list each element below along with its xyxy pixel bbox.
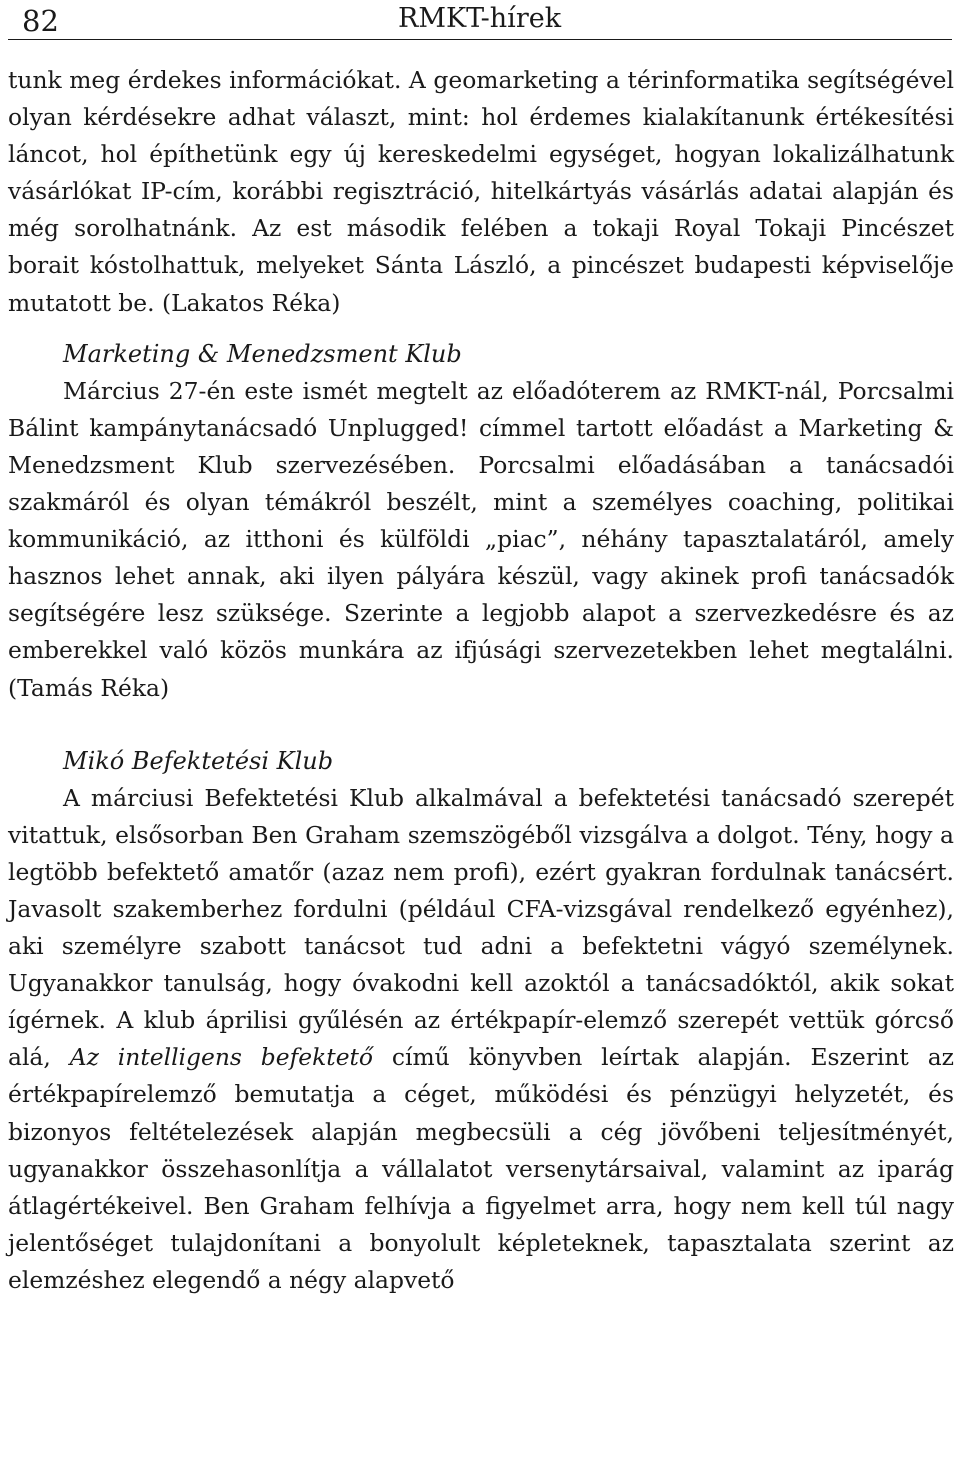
- article-body: [8, 62, 954, 1299]
- book-title: Az intelligens befektető: [69, 1043, 374, 1072]
- page-header: [0, 0, 960, 40]
- paragraph-text: című könyvben leírtak alapján. Eszerint az értékpapírelemző bemutatja a céget, működési és pénzügyi helyzetét, és bizonyos feltételezések alapján megbecsüli a cég jövőbeni teljesítményét, ugyanakkor összehasonlítja a vállalatot versenytársaival, valamint az iparág átlagértékeivel. Ben Graham felhívja a figyelmet arra, hogy nem kell túl nagy jelentőséget tulajdonítani a bonyolult képleteknek, tapasztalata szerint az elemzéshez elegendő a négy alapvető: [8, 1043, 954, 1294]
- paragraph-geomarketing: tunk meg érdekes információkat. A geomarketing a térinformatika segítségével olyan kérdésekre adhat választ, mint: hol érdemes kialakítanunk értékesítési láncot, hol építhetünk egy új kereskedelmi egységet, hogyan lokalizálhatunk vásárlókat IP-cím, korábbi regisztráció, hitelkártyás vásárlás adatai alapján és még sorolhatnánk. Az est második felében a tokaji Royal Tokaji Pincészet borait kóstolhattuk, melyeket Sánta László, a pincészet budapesti képviselője mutatott be. (Lakatos Réka): [8, 66, 954, 317]
- section-spacer: [8, 322, 954, 336]
- paragraph-text: A márciusi Befektetési Klub alkalmával a befektetési tanácsadó szerepét vitattuk, elsősorban Ben Graham szemszögéből vizsgálva a dolgot. Tény, hogy a legtöbb befektető amatőr (azaz nem profi), ezért gyakran fordulnak tanácsért. Javasolt szakemberhez fordulni (például CFA-vizsgával rendelkező egyénhez), aki személyre szabott tanácsot tud adni a befektetni vágyó személynek. Ugyanakkor tanulság, hogy óvakodni kell azoktól a tanácsadóktól, akik sokat ígérnek. A klub áprilisi gyűlésén az értékpapír-elemző szerepét vettük górcső alá,: [8, 783, 954, 1072]
- running-title: RMKT-hírek: [398, 3, 562, 34]
- paragraph-marketing-club: Március 27-én este ismét megtelt az előadóterem az RMKT-nál, Porcsalmi Bálint kampánytanácsadó Unplugged! címmel tartott előadást a Marketing & Menedzsment Klub szervezésében. Porcsalmi előadásában a tanácsadói szakmáról és olyan témákról beszélt, mint a személyes coaching, politikai kommunikáció, az itthoni és külföldi „piac”, néhány tapasztalatáról, amely hasznos lehet annak, aki ilyen pályára készül, vagy akinek profi tanácsadók segítségére lesz szüksége. Szerinte a legjobb alapot a szervezkedésre és az emberekkel való közös munkára az ifjúsági szervezetekben lehet megtalálni. (Tamás Réka): [8, 376, 954, 702]
- page-number: 82: [22, 4, 59, 38]
- paragraph-investment-club: [8, 780, 954, 1299]
- section-spacer: [8, 707, 954, 743]
- header-rule: [8, 39, 952, 40]
- section-heading-investment-club: Mikó Befektetési Klub: [63, 746, 334, 775]
- section-heading-marketing-club: Marketing & Menedzsment Klub: [63, 339, 462, 368]
